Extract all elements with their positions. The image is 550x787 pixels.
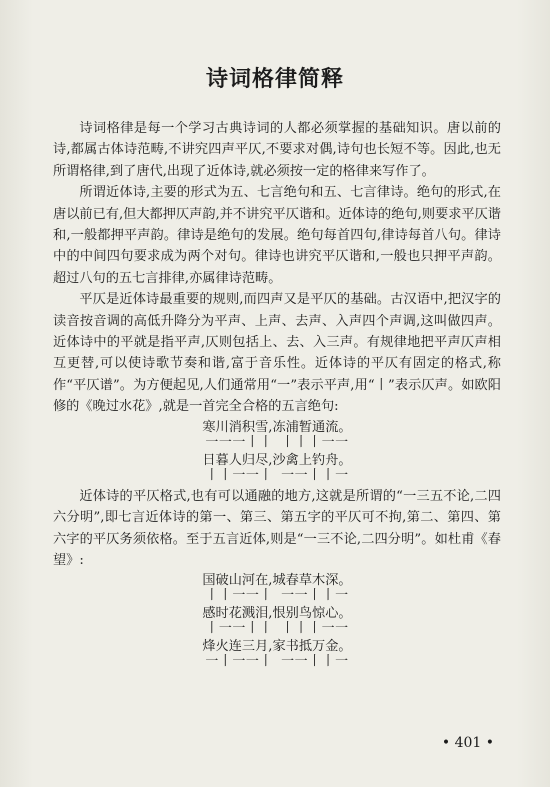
page-number: • 401 • (441, 735, 494, 751)
poem-line: 日暮人归尽,沙禽上钓舟。 (202, 452, 352, 468)
tone-pattern: 丨一一丨丨 丨丨丨一一 (205, 621, 349, 637)
tone-pattern: 丨丨一一丨 一一丨丨一 (205, 588, 349, 604)
tone-pattern: 一一一丨丨 丨丨丨一一 (205, 434, 349, 450)
tone-pattern: 一丨一一丨 一一丨丨一 (205, 654, 349, 670)
poem-line: 烽火连三月,家书抵万金。 (202, 639, 352, 655)
paragraph-tongrong: 近体诗的平仄格式,也有可以通融的地方,这就是所谓的“一三五不论,二四六分明”,即七言近体诗的第一、第三、第五字的平仄可不拘,第二、第四、第六字的平仄务须依格。至于五言近体,则是“一三不论,二四分明”。如杜甫《春望》: (53, 488, 501, 568)
body-text (53, 118, 501, 672)
poem-line: 感时花溅泪,恨别鸟惊心。 (202, 606, 352, 622)
page-title: 诗词格律简释 (205, 66, 344, 92)
poem-line: 国破山河在,城春草木深。 (202, 573, 352, 589)
tone-pattern: 丨丨一一丨 一一丨丨一 (205, 467, 349, 483)
poem-line: 寒川消积雪,冻浦暂通流。 (202, 419, 352, 435)
paragraph-intro: 诗词格律是每一个学习古典诗词的人都必须掌握的基础知识。唐以前的诗,都属古体诗范畴,不讲究四声平仄,不要求对偶,诗句也长短不等。因此,也无所谓格律,到了唐代,出现了近体诗,就必须按一定的格律来写作了。 (53, 121, 501, 179)
poem-wanguo-shuihua (53, 420, 501, 482)
poem-chunwang (53, 573, 501, 668)
paragraph-pingze: 平仄是近体诗最重要的规则,而四声又是平仄的基础。古汉语中,把汉字的读音按音调的高低升降分为平声、上声、去声、入声四个声调,这叫做四声。近体诗中的平就是指平声,仄则包括上、去、入三声。有规律地把平声仄声相互更替,可以使诗歌节奏和谐,富于音乐性。近体诗的平仄有固定的格式,称作“平仄谱”。为方便起见,人们通常用“一”表示平声,用“丨”表示仄声。如欧阳修的《晚过水花》,就是一首完全合格的五言绝句: (53, 292, 501, 415)
paragraph-jintishi: 所谓近体诗,主要的形式为五、七言绝句和五、七言律诗。绝句的形式,在唐以前已有,但大都押仄声韵,并不讲究平仄谐和。近体诗的绝句,则要求平仄谐和,一般都押平声韵。律诗是绝句的发展。绝句每首四句,律诗每首八句。律诗中的中间四句要求成为两个对句。律诗也讲究平仄谐和,一般也只押平声韵。超过八句的五七言排律,亦属律诗范畴。 (53, 185, 501, 286)
